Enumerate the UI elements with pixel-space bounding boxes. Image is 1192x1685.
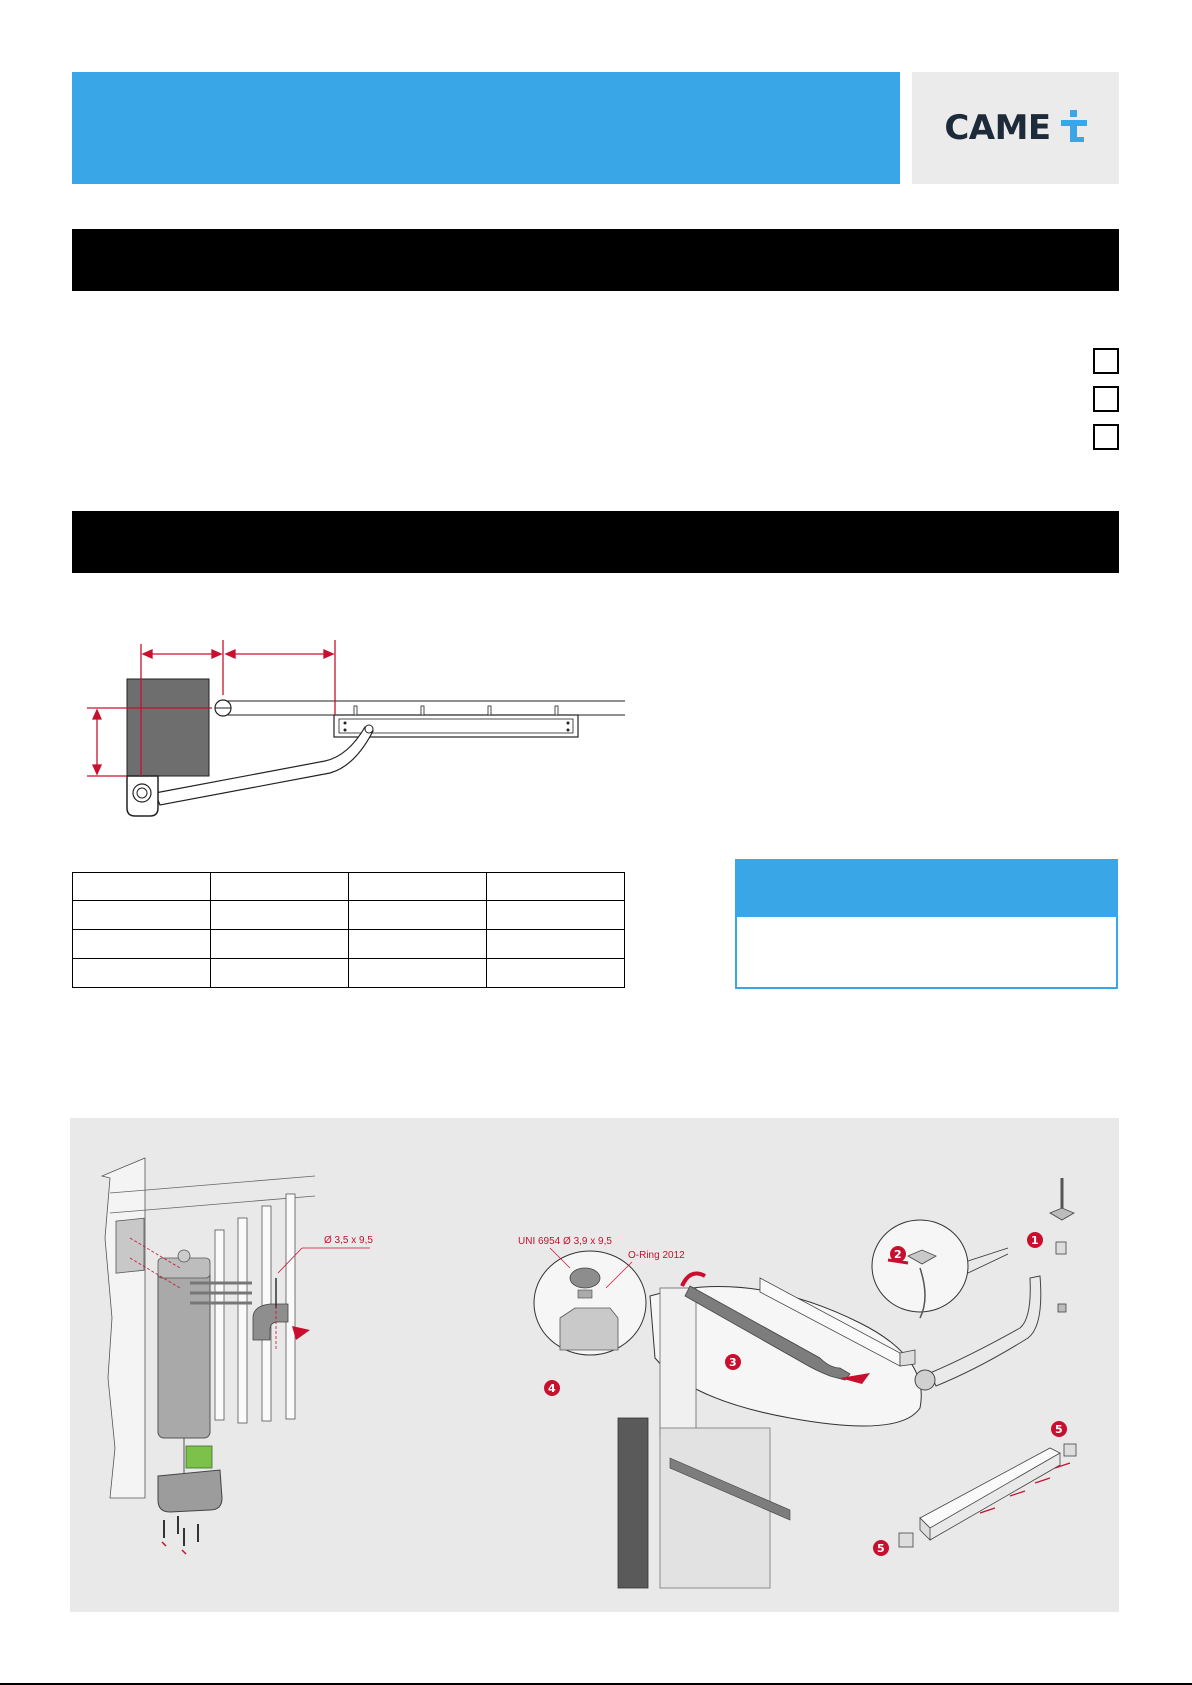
table-header-row (73, 873, 625, 901)
table-row (73, 959, 625, 988)
svg-text:3: 3 (729, 1356, 737, 1369)
assembly-illustration (70, 1118, 1119, 1612)
dimension-lines (87, 640, 335, 776)
table-row (73, 930, 625, 959)
option-checkbox[interactable] (1093, 348, 1119, 374)
operator-assembly-left (102, 1158, 373, 1554)
table-cell (73, 901, 211, 930)
screw-uni-label: UNI 6954 Ø 3,9 x 9,5 (518, 1236, 612, 1247)
table-cell (211, 901, 349, 930)
section-heading-bar (72, 229, 1119, 291)
brand-logo (912, 72, 1119, 184)
installation-dimension-diagram (80, 635, 640, 825)
arm-assembly-right (518, 1178, 1076, 1588)
section-heading-bar (72, 511, 1119, 573)
svg-text:5: 5 (877, 1542, 885, 1555)
brand-name: CAME (944, 108, 1051, 148)
note-box-header (737, 861, 1116, 917)
table-header-cell (73, 873, 211, 901)
spec-table (72, 872, 625, 988)
svg-text:1: 1 (1031, 1234, 1039, 1247)
table-cell (487, 959, 625, 988)
table-cell (73, 959, 211, 988)
table-cell (487, 930, 625, 959)
table-cell (349, 959, 487, 988)
table-header-cell (211, 873, 349, 901)
operator-body (158, 1270, 210, 1438)
table-cell (211, 959, 349, 988)
header-title-band (72, 72, 900, 184)
control-board (186, 1446, 212, 1468)
table-cell (349, 901, 487, 930)
table-cell (349, 930, 487, 959)
assembly-figure-panel (70, 1118, 1119, 1612)
detail-circle-2 (872, 1220, 968, 1312)
svg-text:2: 2 (894, 1248, 902, 1261)
screw-spec-label: Ø 3,5 x 9,5 (324, 1235, 373, 1246)
svg-text:5: 5 (1055, 1423, 1063, 1436)
option-checkbox[interactable] (1093, 424, 1119, 450)
table-cell (73, 930, 211, 959)
pillar (127, 679, 209, 776)
table-row (73, 901, 625, 930)
note-box (735, 859, 1118, 989)
svg-text:4: 4 (548, 1382, 556, 1395)
table-cell (487, 901, 625, 930)
option-checkbox[interactable] (1093, 386, 1119, 412)
table-cell (211, 930, 349, 959)
oring-label: O-Ring 2012 (628, 1250, 685, 1261)
came-logo-icon (1061, 110, 1087, 146)
bottom-cover (158, 1470, 222, 1512)
table-header-cell (487, 873, 625, 901)
table-header-cell (349, 873, 487, 901)
